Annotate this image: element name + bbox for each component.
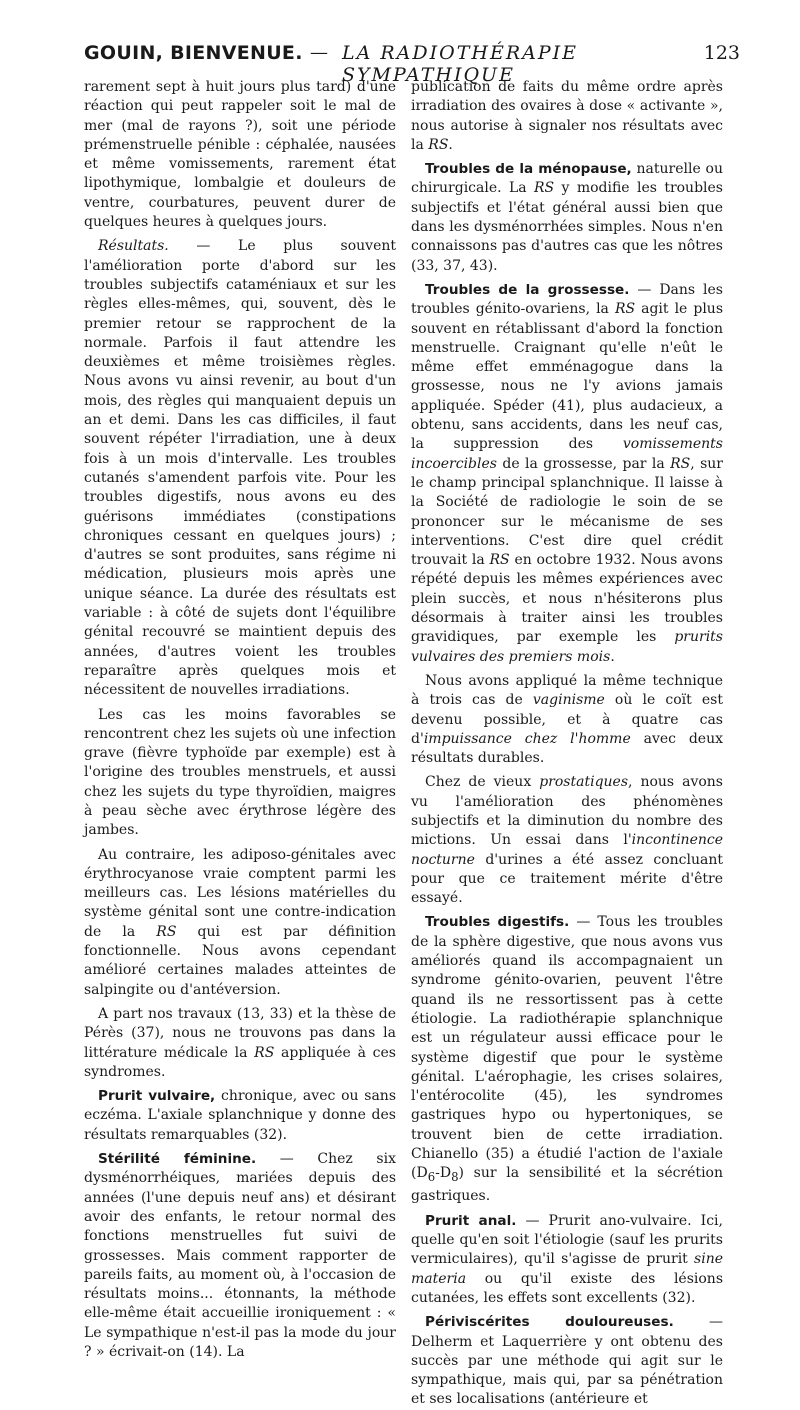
paragraph-menopause: Troubles de la ménopause, naturelle ou chirurgicale. La RS y modifie les troubles subjectifs et l'état général aussi bien que dans les dysménorrhées simples. Nous n'en connaissons pas d'autres cas que les nôtres (33, 37, 43).: [411, 161, 724, 274]
section-heading: Troubles de la grossesse.: [425, 281, 630, 298]
running-header: [84, 42, 740, 86]
section-heading: Troubles de la ménopause,: [425, 161, 632, 178]
paragraph-periviscerites: Périviscérites douloureuses. — Delherm et Laquerrière y ont obtenu des succès par une méthode qui agit sur le sympathique, mais qui, par sa pénétration et ses localisations (antérieure et: [411, 1314, 724, 1408]
paragraph-publication: publication de faits du même ordre après irradiation des ovaires à dose « activante », nous autorise à signaler nos résultats avec la RS.: [411, 79, 723, 153]
header-title: LA RADIOTHÉRAPIE SYMPATHIQUE: [342, 42, 579, 86]
page-number: 123: [703, 42, 740, 64]
section-heading: Prurit vulvaire,: [98, 1088, 216, 1105]
paragraph-reaction: rarement sept à huit jours plus tard) d'une réaction qui peut rappeler soit le mal de mer (mal de rayons ?), soit une période prémenstruelle pénible : céphalée, nausées et même vomissements, rarement état lipothymique, lombalgie et douleurs de ventre, courbatures, peuvent durer de quelques heures à quelques jours.: [84, 79, 396, 231]
section-heading: Stérilité féminine.: [98, 1151, 257, 1168]
paragraph-prostatiques: Chez de vieux prostatiques, nous avons vu l'amélioration des phénomènes subjectifs et la diminution du nombre des mictions. Un essai dans l'incontinence nocturne d'urines a été assez concluant pour que ce traitement mérite d'être essayé.: [411, 774, 723, 907]
left-column: [84, 78, 396, 1362]
right-column: [411, 78, 723, 1410]
paragraph-prurit-anal: Prurit anal. — Prurit ano-vulvaire. Ici, quelle qu'en soit l'étiologie (sauf les prurits vermiculaires), qu'il s'agisse de prurit sine materia ou qu'il existe des lésions cutanées, les effets sont excellents (32).: [411, 1212, 723, 1306]
paragraph-cas-defavorables: Les cas les moins favorables se rencontrent chez les sujets où une infection grave (fièvre typhoïde par exemple) est à l'origine des troubles menstruels, et aussi chez les sujets du type thyroïdien, maigres à peau sèche avec érythrose légère des jambes.: [84, 706, 396, 839]
paragraph-troubles-digestifs: Troubles digestifs. — Tous les troubles de la sphère digestive, que nous avons vus améliorés quand ils accompagnaient un syndrome génito-ovarien, peuvent l'être quand ils ne ressortissent pas à cette étiologie. La radiothérapie splanchnique est un régulateur aussi efficace pour le système digestif que pour le système génital. L'aérophagie, les crises solaires, l'entérocolite (45), les syndromes gastriques hypo ou hypertoniques, se trouvent bien de cette irradiation. Chianello (35) a étudié l'action de l'axiale $(D_6-D_8)$ sur la sensibilité et la sécrétion gastriques.: [411, 914, 723, 1205]
section-heading: Prurit anal.: [425, 1212, 517, 1229]
section-heading: Troubles digestifs.: [425, 914, 570, 931]
header-authors: GOUIN, BIENVENUE.: [84, 42, 303, 64]
paragraph-travaux: A part nos travaux (13, 33) et la thèse de Pérès (37), nous ne trouvons pas dans la littérature médicale la RS appliquée à ces syndromes.: [84, 1005, 396, 1080]
paragraph-adiposo-genitales: Au contraire, les adiposo-génitales avec érythrocyanose vraie comptent parmi les meilleurs cas. Les lésions matérielles du système génital sont une contre-indication de la RS qui est par définition fonctionnelle. Nous avons cependant amélioré certaines malades atteintes de salpingite ou d'antéversion.: [84, 846, 396, 998]
header-dash: —: [310, 42, 328, 63]
resultats-label: Résultats.: [98, 238, 169, 255]
paragraph-grossesse: Troubles de la grossesse. — Dans les troubles génito-ovariens, la RS agit le plus souvent en rétablissant d'abord la fonction menstruelle. Craignant qu'elle n'eût le même effet emménagogue dans la grossesse, nous ne l'y avions jamais appliquée. Spéder (41), plus audacieux, a obtenu, sans accidents, dans les neuf cas, la suppression des vomissements incoercibles de la grossesse, par la RS, sur le champ principal splanchnique. Il laisse à la Société de radiologie le soin de se prononcer sur le mécanisme de ses interventions. C'est dire quel crédit trouvait la RS en octobre 1932. Nous avons répété depuis les mêmes expériences avec plein succès, et nous n'hésiterons plus désormais à traiter ainsi les troubles gravidiques, par exemple les prurits vulvaires des premiers mois.: [411, 281, 724, 665]
paragraph-vaginisme: Nous avons appliqué la même technique à trois cas de vaginisme où le coït est devenu possible, et à quatre cas d'impuissance chez l'homme avec deux résultats durables.: [411, 672, 723, 767]
section-heading: Périviscérites douloureuses.: [425, 1314, 674, 1331]
paragraph-sterilite: Stérilité féminine. — Chez six dysménorrhéiques, mariées depuis des années (l'une depuis neuf ans) et désirant avoir des enfants, le retour normal des fonctions menstruelles fut suivi de grossesses. Mais comment rapporter de pareils faits, au moment où, à l'occasion de résultats moins... étonnants, la méthode elle-même était accueillie ironiquement : « Le sympathique n'est-il pas la mode du jour ? » écrivait-on (14). La: [84, 1151, 396, 1360]
paragraph-resultats: Résultats. — Le plus souvent l'amélioration porte d'abord sur les troubles subjectifs cataméniaux et sur les règles elles-mêmes, qui, souvent, dès le premier retour se rapprochent de la normale. Parfois il faut attendre les deuxièmes et même troisièmes règles. Nous avons vu ainsi revenir, au bout d'un mois, des règles qui manquaient depuis un an et demi. Dans les cas difficiles, il faut souvent répéter l'irradiation, une à deux fois à un mois d'intervalle. Les troubles cutanés s'amendent parfois vite. Pour les troubles digestifs, nous avons eu des guérisons immédiates (constipations chroniques cessant en quelques jours) ; d'autres se sont produites, sans régime ni médication, plusieurs mois après une unique séance. La durée des résultats est variable : à côté de sujets dont l'équilibre génital recouvré se maintient depuis des années, d'autres voient les troubles reparaître après quelques mois et nécessitent de nouvelles irradiations.: [84, 238, 396, 699]
paragraph-prurit-vulvaire: Prurit vulvaire, chronique, avec ou sans eczéma. L'axiale splanchnique y donne des résultats remarquables (32).: [84, 1088, 397, 1143]
